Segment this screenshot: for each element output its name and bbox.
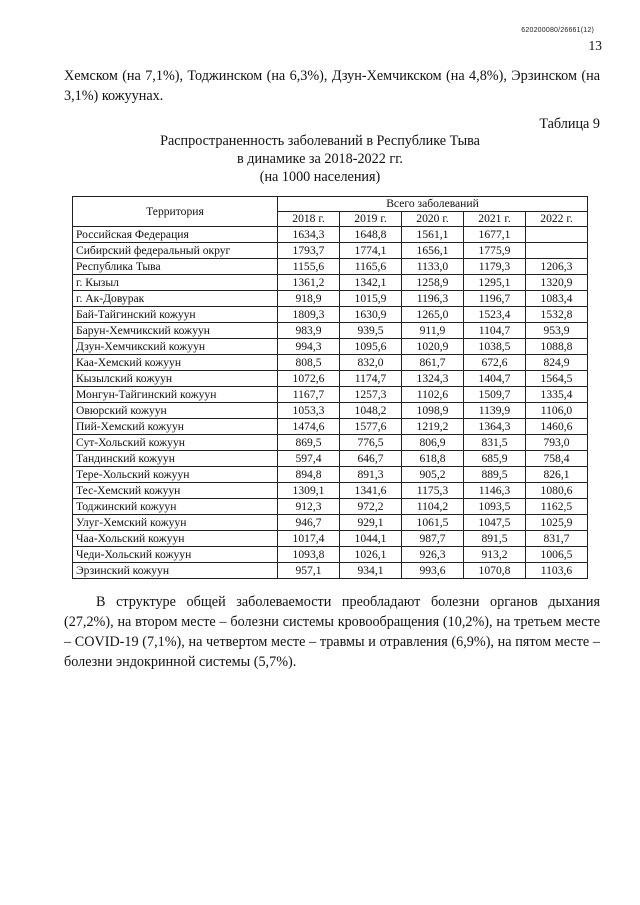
territory-name: Овюрский кожуун xyxy=(73,403,278,419)
territory-name: Улуг-Хемский кожуун xyxy=(73,515,278,531)
value-cell: 1561,1 xyxy=(402,227,464,243)
value-cell: 1656,1 xyxy=(402,243,464,259)
table-title-line-2: в динамике за 2018-2022 гг. xyxy=(237,151,403,167)
intro-paragraph: Хемском (на 7,1%), Тоджинском (на 6,3%), Дзун-Хемчикском (на 4,8%), Эрзинском (на 3,1%) кожуунах. xyxy=(64,68,600,104)
value-cell: 1335,4 xyxy=(526,387,588,403)
territory-name: Сут-Хольский кожуун xyxy=(73,435,278,451)
territory-name: г. Ак-Довурак xyxy=(73,291,278,307)
table-label: Таблица 9 xyxy=(539,116,600,132)
value-cell: 918,9 xyxy=(278,291,340,307)
territory-name: Чеди-Хольский кожуун xyxy=(73,547,278,563)
value-cell: 1295,1 xyxy=(464,275,526,291)
value-cell: 832,0 xyxy=(340,355,402,371)
header-territory: Территория xyxy=(73,197,278,227)
value-cell: 1053,3 xyxy=(278,403,340,419)
value-cell: 929,1 xyxy=(340,515,402,531)
value-cell: 1070,8 xyxy=(464,563,526,579)
header-year: 2021 г. xyxy=(464,212,526,227)
table-row xyxy=(73,227,588,243)
territory-name: Тандинский кожуун xyxy=(73,451,278,467)
value-cell: 1083,4 xyxy=(526,291,588,307)
value-cell: 831,7 xyxy=(526,531,588,547)
value-cell: 1015,9 xyxy=(340,291,402,307)
value-cell: 1206,3 xyxy=(526,259,588,275)
header-year: 2022 г. xyxy=(526,212,588,227)
value-cell: 1139,9 xyxy=(464,403,526,419)
territory-name: Барун-Хемчикский кожуун xyxy=(73,323,278,339)
table-title xyxy=(60,132,580,186)
table-row xyxy=(73,323,588,339)
value-cell: 1104,2 xyxy=(402,499,464,515)
territory-name: Тоджинский кожуун xyxy=(73,499,278,515)
value-cell: 889,5 xyxy=(464,467,526,483)
value-cell: 1146,3 xyxy=(464,483,526,499)
value-cell: 808,5 xyxy=(278,355,340,371)
value-cell: 1577,6 xyxy=(340,419,402,435)
territory-name: г. Кызыл xyxy=(73,275,278,291)
value-cell: 1523,4 xyxy=(464,307,526,323)
value-cell: 993,6 xyxy=(402,563,464,579)
value-cell: 1532,8 xyxy=(526,307,588,323)
table-row xyxy=(73,371,588,387)
value-cell: 1095,6 xyxy=(340,339,402,355)
value-cell: 1020,9 xyxy=(402,339,464,355)
territory-name: Пий-Хемский кожуун xyxy=(73,419,278,435)
value-cell: 1098,9 xyxy=(402,403,464,419)
territory-name: Тес-Хемский кожуун xyxy=(73,483,278,499)
table-row xyxy=(73,547,588,563)
value-cell: 939,5 xyxy=(340,323,402,339)
value-cell: 1257,3 xyxy=(340,387,402,403)
value-cell: 894,8 xyxy=(278,467,340,483)
value-cell: 1167,7 xyxy=(278,387,340,403)
value-cell: 913,2 xyxy=(464,547,526,563)
value-cell: 1320,9 xyxy=(526,275,588,291)
value-cell: 1088,8 xyxy=(526,339,588,355)
value-cell: 758,4 xyxy=(526,451,588,467)
header-year: 2020 г. xyxy=(402,212,464,227)
value-cell: 953,9 xyxy=(526,323,588,339)
value-cell: 869,5 xyxy=(278,435,340,451)
value-cell: 861,7 xyxy=(402,355,464,371)
value-cell: 972,2 xyxy=(340,499,402,515)
value-cell xyxy=(526,243,588,259)
table-row xyxy=(73,515,588,531)
value-cell: 912,3 xyxy=(278,499,340,515)
table-row xyxy=(73,451,588,467)
value-cell: 946,7 xyxy=(278,515,340,531)
value-cell: 1404,7 xyxy=(464,371,526,387)
value-cell: 1342,1 xyxy=(340,275,402,291)
value-cell: 1774,1 xyxy=(340,243,402,259)
value-cell: 1677,1 xyxy=(464,227,526,243)
value-cell: 1634,3 xyxy=(278,227,340,243)
value-cell: 926,3 xyxy=(402,547,464,563)
table-row xyxy=(73,243,588,259)
value-cell: 1564,5 xyxy=(526,371,588,387)
value-cell: 1026,1 xyxy=(340,547,402,563)
value-cell: 1474,6 xyxy=(278,419,340,435)
table-row xyxy=(73,355,588,371)
table-header-row-1 xyxy=(73,197,588,212)
header-total-diseases: Всего заболеваний xyxy=(278,197,588,212)
value-cell: 1175,3 xyxy=(402,483,464,499)
value-cell: 891,3 xyxy=(340,467,402,483)
value-cell: 672,6 xyxy=(464,355,526,371)
value-cell: 1162,5 xyxy=(526,499,588,515)
value-cell: 983,9 xyxy=(278,323,340,339)
value-cell: 1006,5 xyxy=(526,547,588,563)
value-cell xyxy=(526,227,588,243)
value-cell: 1509,7 xyxy=(464,387,526,403)
territory-name: Эрзинский кожуун xyxy=(73,563,278,579)
value-cell: 1196,3 xyxy=(402,291,464,307)
territory-name: Бай-Тайгинский кожуун xyxy=(73,307,278,323)
value-cell: 1196,7 xyxy=(464,291,526,307)
value-cell: 1179,3 xyxy=(464,259,526,275)
value-cell: 1155,6 xyxy=(278,259,340,275)
value-cell: 646,7 xyxy=(340,451,402,467)
value-cell: 1080,6 xyxy=(526,483,588,499)
territory-name: Российская Федерация xyxy=(73,227,278,243)
value-cell: 987,7 xyxy=(402,531,464,547)
value-cell: 793,0 xyxy=(526,435,588,451)
value-cell: 1341,6 xyxy=(340,483,402,499)
value-cell: 597,4 xyxy=(278,451,340,467)
value-cell: 1093,5 xyxy=(464,499,526,515)
value-cell: 1309,1 xyxy=(278,483,340,499)
value-cell: 957,1 xyxy=(278,563,340,579)
header-year: 2019 г. xyxy=(340,212,402,227)
page-number: 13 xyxy=(588,38,602,53)
value-cell: 1104,7 xyxy=(464,323,526,339)
value-cell: 1219,2 xyxy=(402,419,464,435)
value-cell: 891,5 xyxy=(464,531,526,547)
territory-name: Кызылский кожуун xyxy=(73,371,278,387)
territory-name: Тере-Хольский кожуун xyxy=(73,467,278,483)
value-cell: 1793,7 xyxy=(278,243,340,259)
value-cell: 1809,3 xyxy=(278,307,340,323)
value-cell: 1648,8 xyxy=(340,227,402,243)
value-cell: 1775,9 xyxy=(464,243,526,259)
territory-name: Сибирский федеральный округ xyxy=(73,243,278,259)
table-title-line-3: (на 1000 населения) xyxy=(259,169,381,185)
table-row xyxy=(73,499,588,515)
table-row xyxy=(73,531,588,547)
table-row xyxy=(73,275,588,291)
table-row xyxy=(73,307,588,323)
value-cell: 1258,9 xyxy=(402,275,464,291)
table-title-line-1: Распространенность заболеваний в Республике Тыва xyxy=(160,133,480,149)
value-cell: 1072,6 xyxy=(278,371,340,387)
territory-name: Чаа-Хольский кожуун xyxy=(73,531,278,547)
value-cell: 1061,5 xyxy=(402,515,464,531)
value-cell: 806,9 xyxy=(402,435,464,451)
table-row xyxy=(73,403,588,419)
table-row xyxy=(73,467,588,483)
value-cell: 1174,7 xyxy=(340,371,402,387)
territory-name: Монгун-Тайгинский кожуун xyxy=(73,387,278,403)
value-cell: 1048,2 xyxy=(340,403,402,419)
value-cell: 1025,9 xyxy=(526,515,588,531)
value-cell: 1038,5 xyxy=(464,339,526,355)
value-cell: 1460,6 xyxy=(526,419,588,435)
closing-paragraph: В структуре общей заболеваемости преобладают болезни органов дыхания (27,2%), на втором месте – болезни системы кровообращения (10,2%), на третьем месте – COVID-19 (7,1%), на четвертом месте – травмы и отравления (6,9%), на пятом месте – болезни эндокринной системы (5,7%). xyxy=(64,594,600,670)
value-cell: 1361,2 xyxy=(278,275,340,291)
value-cell: 911,9 xyxy=(402,323,464,339)
table-row xyxy=(73,435,588,451)
value-cell: 1364,3 xyxy=(464,419,526,435)
value-cell: 1017,4 xyxy=(278,531,340,547)
value-cell: 1103,6 xyxy=(526,563,588,579)
table-row xyxy=(73,483,588,499)
table-row xyxy=(73,339,588,355)
value-cell: 1630,9 xyxy=(340,307,402,323)
territory-name: Каа-Хемский кожуун xyxy=(73,355,278,371)
table-row xyxy=(73,387,588,403)
value-cell: 1133,0 xyxy=(402,259,464,275)
value-cell: 1047,5 xyxy=(464,515,526,531)
value-cell: 824,9 xyxy=(526,355,588,371)
value-cell: 1102,6 xyxy=(402,387,464,403)
disease-prevalence-table xyxy=(72,196,588,579)
value-cell: 826,1 xyxy=(526,467,588,483)
value-cell: 831,5 xyxy=(464,435,526,451)
value-cell: 1093,8 xyxy=(278,547,340,563)
table-row xyxy=(73,419,588,435)
territory-name: Республика Тыва xyxy=(73,259,278,275)
value-cell: 1044,1 xyxy=(340,531,402,547)
document-id: 620200080/26661(12) xyxy=(521,27,594,34)
table-row xyxy=(73,291,588,307)
table-row xyxy=(73,259,588,275)
value-cell: 618,8 xyxy=(402,451,464,467)
value-cell: 776,5 xyxy=(340,435,402,451)
table-row xyxy=(73,563,588,579)
territory-name: Дзун-Хемчикский кожуун xyxy=(73,339,278,355)
value-cell: 1324,3 xyxy=(402,371,464,387)
value-cell: 1265,0 xyxy=(402,307,464,323)
value-cell: 934,1 xyxy=(340,563,402,579)
header-year: 2018 г. xyxy=(278,212,340,227)
value-cell: 1106,0 xyxy=(526,403,588,419)
value-cell: 685,9 xyxy=(464,451,526,467)
value-cell: 905,2 xyxy=(402,467,464,483)
value-cell: 1165,6 xyxy=(340,259,402,275)
value-cell: 994,3 xyxy=(278,339,340,355)
